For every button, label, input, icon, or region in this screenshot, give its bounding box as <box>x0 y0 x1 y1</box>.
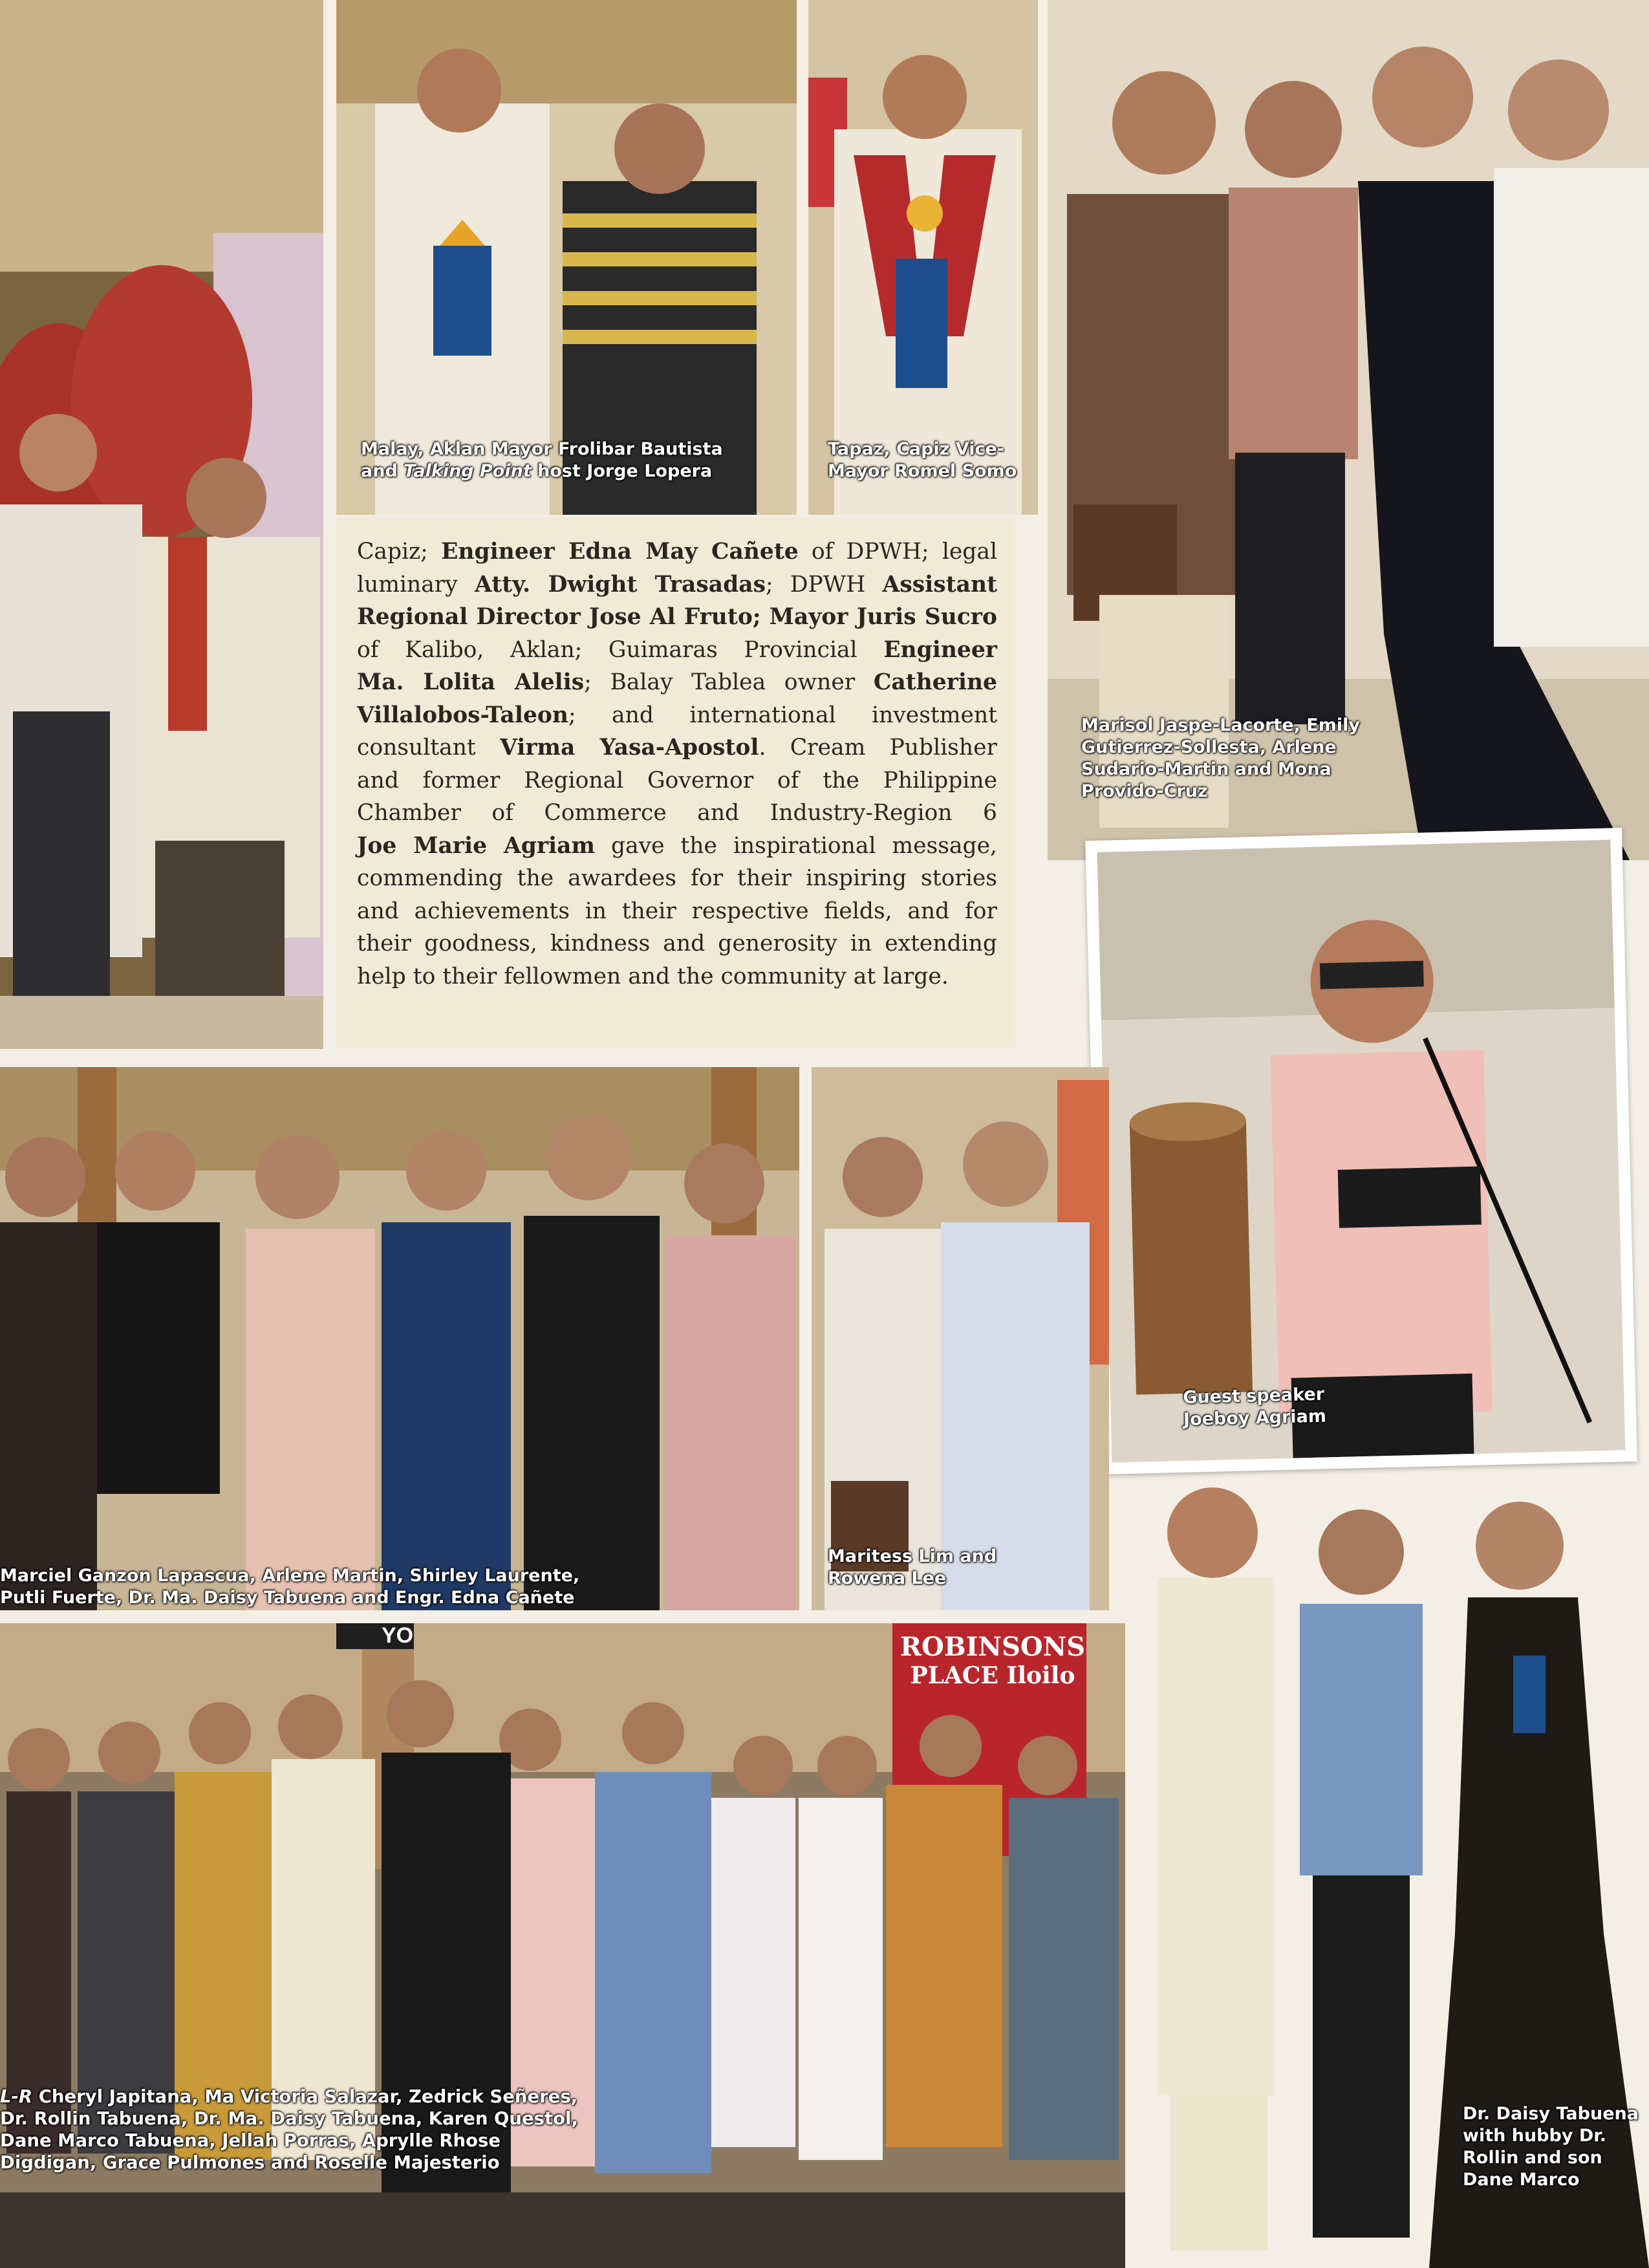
caption-bautista-lopera <box>361 438 723 482</box>
store-sign: YO <box>382 1623 414 1648</box>
photo-group <box>0 1623 1125 2268</box>
article-line: of Kalibo, Aklan; Guimaras Provincial Engineer <box>357 636 997 663</box>
robinsons-sign-line2: PLACE Iloilo <box>910 1662 1075 1689</box>
article-line: luminary Atty. Dwight Trasadas; DPWH Assistant <box>357 571 997 598</box>
article-line: Joe Marie Agriam gave the inspirational message, <box>357 832 997 859</box>
photo-guest-speaker <box>1085 828 1637 1474</box>
article-line: Capiz; Engineer Edna May Cañete of DPWH; legal <box>357 539 997 565</box>
photo-family-cutout <box>1093 1481 1649 2268</box>
caption-line: Rollin and son <box>1463 2148 1602 2168</box>
caption-line: and Talking Point host Jorge Lopera <box>361 461 713 481</box>
article-line: and achievements in their respective fields, and for <box>357 898 997 924</box>
article-line: consultant Virma Yasa-Apostol. Cream Publisher <box>357 735 997 761</box>
caption-line: Rowena Lee <box>828 1568 947 1588</box>
article-line: their goodness, kindness and generosity in extending <box>357 931 997 956</box>
photo-lim-lee <box>812 1067 1109 1610</box>
caption-line: Dr. Rollin Tabuena, Dr. Ma. Daisy Tabuena, Karen Questol, <box>0 2108 578 2129</box>
caption-line: Malay, Aklan Mayor Frolibar Bautista <box>361 439 723 459</box>
caption-line: Tapaz, Capiz Vice- <box>828 439 1005 459</box>
photo-somo <box>808 0 1038 515</box>
caption-line: L-R Cheryl Japitana, Ma Victoria Salazar, Zedrick Señeres, <box>0 2086 578 2107</box>
robinsons-sign <box>899 1633 1086 1690</box>
article-line: help to their fellowmen and the community at large. <box>357 963 949 989</box>
caption-line: Guest speaker <box>1182 1384 1325 1408</box>
article-line: Ma. Lolita Alelis; Balay Tablea owner Catherine <box>357 669 997 695</box>
caption-six-ladies <box>0 1565 579 1609</box>
caption-line: Marciel Ganzon Lapascua, Arlene Martin, Shirley Laurente, <box>0 1566 580 1586</box>
caption-guest-speaker <box>1183 1383 1327 1431</box>
caption-line: Sudario-Martin and Mona <box>1081 759 1331 779</box>
article-line: Villalobos-Taleon; and international investment <box>357 702 997 728</box>
article-line: Regional Director Jose Al Fruto; Mayor Juris Sucro <box>357 604 997 630</box>
photo-awardees-stage <box>0 0 323 1049</box>
caption-line: Marisol Jaspe-Lacorte, Emily <box>1081 715 1360 735</box>
caption-line: Dane Marco <box>1463 2170 1580 2190</box>
caption-line: Provido-Cruz <box>1081 781 1208 801</box>
caption-line: Maritess Lim and <box>828 1546 997 1566</box>
photo-bautista-lopera <box>336 0 797 515</box>
caption-line: Digdigan, Grace Pulmones and Roselle Majesterio <box>0 2152 500 2173</box>
caption-line: Dane Marco Tabuena, Jellah Porras, Aprylle Rhose <box>0 2130 501 2151</box>
article-line: commending the awardees for their inspiring stories <box>357 865 997 891</box>
robinsons-sign-line1: ROBINSONS <box>900 1632 1086 1662</box>
caption-somo <box>828 438 1017 482</box>
caption-family <box>1463 2103 1639 2191</box>
caption-line: Gutierrez-Sollesta, Arlene <box>1081 737 1337 757</box>
article-line: and former Regional Governor of the Philippine <box>357 767 997 794</box>
photo-four-women <box>1048 0 1649 860</box>
article-text <box>336 517 1015 1048</box>
caption-line: Putli Fuerte, Dr. Ma. Daisy Tabuena and Engr. Edna Cañete <box>0 1588 575 1608</box>
article-line: Chamber of Commerce and Industry-Region 6 <box>357 800 997 826</box>
caption-line: Joeboy Agriam <box>1183 1406 1327 1430</box>
caption-line: Dr. Daisy Tabuena <box>1463 2104 1639 2124</box>
caption-four-women <box>1081 715 1360 803</box>
caption-line: with hubby Dr. <box>1463 2126 1606 2146</box>
photo-six-ladies <box>0 1067 799 1610</box>
caption-group <box>0 2086 578 2174</box>
caption-lim-lee <box>828 1546 997 1590</box>
caption-line: Mayor Romel Somo <box>828 461 1017 481</box>
